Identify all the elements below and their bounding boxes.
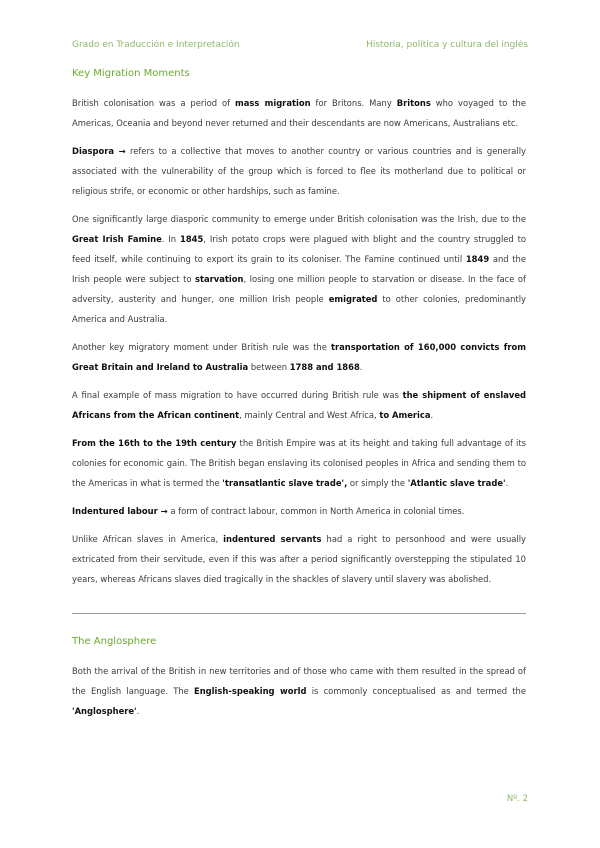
text-run: a form of contract labour, common in North America in colonial times. xyxy=(167,506,465,516)
bold-term: Diaspora → xyxy=(72,146,126,156)
text-run: and the Irish people were subject to xyxy=(72,254,526,284)
bold-term: 1788 and 1868 xyxy=(289,362,360,372)
text-run: . xyxy=(136,706,140,716)
header-left: Grado en Traducción e Interpretación xyxy=(72,40,240,50)
text-run: Another key migratory moment under British rule was the xyxy=(72,342,331,352)
bold-term: 1849 xyxy=(465,254,490,264)
bold-term: emigrated xyxy=(328,294,378,304)
bold-term: mass migration xyxy=(235,98,311,108)
text-run: A final example of mass migration to have occurred during British rule was xyxy=(72,390,403,400)
paragraph-slave-trade xyxy=(72,433,526,493)
text-run: British colonisation was a period of xyxy=(72,98,236,108)
paragraph-irish-famine xyxy=(72,209,526,329)
text-run: is commonly conceptualised as and termed the xyxy=(306,686,526,696)
text-run: between xyxy=(248,362,290,372)
bold-term: Indentured labour → xyxy=(72,506,168,516)
text-run: , losing one million people to starvation or disease. In the face of adversity, austerity and hunger, one million Irish people xyxy=(72,274,526,304)
section-divider xyxy=(72,613,526,614)
bold-term: 'Atlantic slave trade' xyxy=(407,478,506,488)
paragraph-diaspora xyxy=(72,141,526,201)
paragraph-indentured-servants xyxy=(72,529,526,589)
bold-term: transportation of 160,000 convicts from Great Britain and Ireland to Australia xyxy=(72,342,526,372)
paragraph-convicts xyxy=(72,337,526,377)
text-run: had a right to personhood and were usually extricated from their servitude, even if this was after a period significantly overstepping the stipulated 10 years, whereas Africans slaves died tragically in the shackles of slavery until slavery was abolished. xyxy=(72,534,526,584)
text-run: . xyxy=(359,362,363,372)
section-title-anglosphere: The Anglosphere xyxy=(72,636,157,647)
bold-term: the shipment of enslaved Africans from the African continent xyxy=(72,390,526,420)
bold-term: 'transatlantic slave trade', xyxy=(222,478,348,488)
text-run: . In xyxy=(161,234,180,244)
page-number: Nº. 2 xyxy=(506,794,528,804)
paragraph-anglosphere xyxy=(72,661,526,721)
bold-term: indentured servants xyxy=(223,534,322,544)
bold-term: From the 16th to the 19th century xyxy=(72,438,237,448)
text-run: One significantly large diasporic community to emerge under British colonisation was the Irish, due to the xyxy=(72,214,526,224)
text-run: the British Empire was at its height and taking full advantage of its colonies for economic gain. The British began enslaving its colonised peoples in Africa and sending them to the Americas in what is termed the xyxy=(72,438,526,488)
bold-term: English-speaking world xyxy=(194,686,307,696)
section-title-key-migration: Key Migration Moments xyxy=(72,68,190,79)
header-right: Historia, política y cultura del inglés xyxy=(366,40,528,50)
text-run: . xyxy=(505,478,509,488)
paragraph-indentured-labour xyxy=(72,501,526,521)
paragraph-mass-migration xyxy=(72,93,526,133)
text-run: who voyaged to the Americas, Oceania and beyond never returned and their descendants are now Americans, Australians etc. xyxy=(72,98,526,128)
text-run: refers to a collective that moves to another country or various countries and is generally associated with the vulnerability of the group which is forced to flee its motherland due to political or religious strife, or economic or other hardships, such as famine. xyxy=(72,146,526,196)
bold-term: Great Irish Famine xyxy=(72,234,162,244)
text-run: for Britons. Many xyxy=(310,98,397,108)
page-content xyxy=(72,68,526,729)
bold-term: Britons xyxy=(396,98,431,108)
text-run: or simply the xyxy=(347,478,408,488)
bold-term: starvation xyxy=(194,274,244,284)
text-run: , mainly Central and West Africa, xyxy=(239,410,380,420)
text-run: to other colonies, predominantly America and Australia. xyxy=(72,294,526,324)
bold-term: 'Anglosphere' xyxy=(72,706,137,716)
text-run: Both the arrival of the British in new territories and of those who came with them resulted in the spread of the English language. The xyxy=(72,666,526,696)
bold-term: to America xyxy=(379,410,431,420)
text-run: Unlike African slaves in America, xyxy=(72,534,224,544)
text-run: . xyxy=(430,410,434,420)
text-run: , Irish potato crops were plagued with blight and the country struggled to feed itself, while continuing to export its grain to its coloniser. The Famine continued until xyxy=(72,234,527,264)
bold-term: 1845 xyxy=(180,234,204,244)
paragraph-enslaved-africans xyxy=(72,385,526,425)
